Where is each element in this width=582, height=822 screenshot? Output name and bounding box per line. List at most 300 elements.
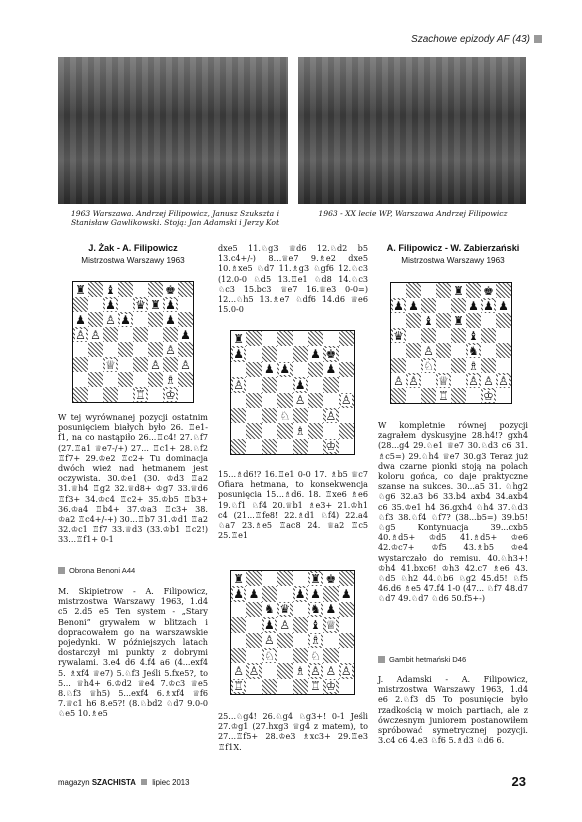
board-square (118, 312, 133, 327)
board-square (88, 342, 103, 357)
board-square (231, 331, 246, 346)
white-pawn-icon: ♙ (408, 373, 419, 388)
white-queen-icon: ♕ (325, 617, 337, 632)
board-square (231, 423, 246, 438)
board-square (308, 423, 323, 438)
board-square (293, 602, 308, 617)
board-square (406, 283, 421, 298)
black-rook-icon: ♜ (150, 297, 161, 312)
board-square (246, 439, 261, 454)
board-square (308, 439, 323, 454)
board-square (88, 282, 103, 297)
white-knight-icon: ♘ (279, 408, 291, 423)
board-square (406, 328, 421, 343)
white-king-icon: ♔ (325, 679, 337, 694)
board-square (436, 358, 451, 373)
board-square (421, 283, 436, 298)
board-square (246, 377, 261, 392)
black-king-icon: ♚ (165, 282, 176, 297)
board-square (118, 327, 133, 342)
board-square (308, 362, 323, 377)
board-square (231, 377, 246, 392)
black-pawn-icon: ♟ (264, 362, 275, 377)
board-square (451, 388, 466, 403)
board-square (277, 679, 292, 694)
white-pawn-icon: ♙ (180, 357, 191, 372)
board-square (293, 377, 308, 392)
white-pawn-icon: ♙ (264, 633, 275, 648)
black-rook-icon: ♜ (453, 313, 464, 328)
board-square (178, 312, 193, 327)
board-square (73, 372, 88, 387)
board-square (262, 362, 277, 377)
board-square (231, 648, 246, 663)
white-bishop-icon: ♗ (165, 372, 176, 387)
board-square (231, 393, 246, 408)
board-square (277, 602, 292, 617)
white-bishop-icon: ♗ (468, 358, 479, 373)
board-square (406, 358, 421, 373)
board-square (293, 423, 308, 438)
black-pawn-icon: ♟ (294, 587, 306, 602)
board-square (421, 298, 436, 313)
white-rook-icon: ♖ (310, 679, 321, 694)
board-square (481, 313, 496, 328)
board-square (178, 282, 193, 297)
board-square (308, 602, 323, 617)
chess-diagram-4 (390, 282, 512, 404)
game-event-2: Mistrzostwa Warszawy 1963 (401, 256, 505, 265)
text-col3-a: W kompletnie równej pozycji zagrałem dyskusyjne 28.h4!? gxh4 (28...g4 29.♘e1 ♕e7 30.♘d3 c6 31. ♗c5=) 29.♘h4 ♕e7 30.g3 Teraz już dwa czarne pionki stoją na polach koloru gońca, co daje praktyczne szanse na sukces. 30...a5 31. ♘hg2 ♘g6 32.a3 b6 33.b4 axb4 34.axb4 c6 35.♔e1 h4 36.gxh4 ♘h4 37.♘d3 ♘f3 38.♘f4 ♘f7? (38...b5=) 39.b5! ♘g5 Kontynuacja 39...cxb5 40.♗d5+ ♔d5 41.♗d5+ ♔e6 42.♔c7+ ♔f5 43.♗b5 ♔e4 wystarczało do remisu. 40.♘h3+! ♔h4 41.bxc6! ♔h3 42.c7 ♗e6 43. ♘d5 ♘h2 44.♘b6 ♘g2 45.d5! ♘f5 46.d6 ♗e5 47.f4 1-0 (47... ♘f7 48.d7 ♘d7 49.♘d7 ♘d6 50.f5+-) (378, 420, 528, 604)
board-square (323, 586, 338, 601)
board-square (133, 312, 148, 327)
board-square (118, 297, 133, 312)
black-pawn-icon: ♟ (165, 297, 176, 312)
white-pawn-icon: ♙ (393, 373, 404, 388)
black-rook-icon: ♜ (310, 571, 321, 586)
black-knight-icon: ♞ (468, 343, 479, 358)
board-square (277, 408, 292, 423)
board-square (339, 377, 354, 392)
board-square (163, 342, 178, 357)
board-square (436, 373, 451, 388)
board-square (148, 312, 163, 327)
board-square (451, 298, 466, 313)
board-square (163, 327, 178, 342)
white-knight-icon: ♘ (310, 648, 321, 663)
board-square (481, 373, 496, 388)
board-square (163, 282, 178, 297)
white-queen-icon: ♕ (438, 373, 449, 388)
board-square (323, 346, 338, 361)
board-square (308, 408, 323, 423)
black-rook-icon: ♜ (233, 331, 245, 346)
board-square (323, 663, 338, 678)
board-square (466, 358, 481, 373)
board-square (391, 328, 406, 343)
board-square (148, 297, 163, 312)
white-pawn-icon: ♙ (310, 663, 321, 678)
board-square (323, 633, 338, 648)
black-queen-icon: ♛ (279, 602, 291, 617)
board-square (421, 388, 436, 403)
text-col2-a: dxe5 11.♘g3 ♕d6 12.♘d2 b5 13.c4+/-) 8...♕e7 9.♗e2 dxe5 10.♗xe5 ♘d7 11.♗g3 ♘gf6 12.♘c3 (12.0-0 ♘d5 13.♖e1 ♘d8 14.♘c3 ♘c3 15.bc3 ♕e7 16.♕e3 0-0=) 12...♘h5 13.♗e7 ♘df6 14.d6 ♕e6 15.0-0 (218, 243, 368, 315)
board-square (323, 648, 338, 663)
board-square (178, 297, 193, 312)
board-square (436, 388, 451, 403)
board-square (178, 387, 193, 402)
board-square (262, 633, 277, 648)
board-square (339, 586, 354, 601)
board-square (391, 388, 406, 403)
board-square (103, 357, 118, 372)
black-pawn-icon: ♟ (498, 298, 509, 313)
board-square (88, 387, 103, 402)
board-square (436, 328, 451, 343)
board-square (118, 387, 133, 402)
black-pawn-icon: ♟ (483, 298, 494, 313)
board-square (73, 387, 88, 402)
black-pawn-icon: ♟ (75, 312, 86, 327)
white-pawn-icon: ♙ (294, 393, 306, 408)
board-square (391, 373, 406, 388)
photo-right-caption: 1963 - XX lecie WP, Warszawa Andrzej Filipowicz (318, 209, 508, 218)
board-square (231, 663, 246, 678)
board-square (103, 312, 118, 327)
board-square (421, 328, 436, 343)
board-square (293, 571, 308, 586)
board-square (496, 313, 511, 328)
board-square (339, 571, 354, 586)
board-square (73, 327, 88, 342)
board-square (339, 648, 354, 663)
board-square (133, 342, 148, 357)
board-square (277, 393, 292, 408)
board-square (148, 357, 163, 372)
board-square (277, 346, 292, 361)
board-square (163, 372, 178, 387)
board-square (133, 327, 148, 342)
board-square (308, 393, 323, 408)
board-square (339, 408, 354, 423)
board-square (451, 313, 466, 328)
board-square (496, 358, 511, 373)
board-square (293, 617, 308, 632)
board-square (118, 282, 133, 297)
board-square (133, 357, 148, 372)
black-knight-icon: ♞ (310, 602, 321, 617)
black-pawn-icon: ♟ (105, 297, 116, 312)
board-square (262, 663, 277, 678)
board-square (496, 373, 511, 388)
board-square (88, 372, 103, 387)
black-pawn-icon: ♟ (325, 362, 337, 377)
board-square (481, 343, 496, 358)
board-square (246, 586, 261, 601)
board-square (103, 372, 118, 387)
board-square (103, 282, 118, 297)
board-square (262, 648, 277, 663)
black-pawn-icon: ♟ (264, 617, 275, 632)
black-pawn-icon: ♟ (393, 298, 404, 313)
board-square (391, 343, 406, 358)
board-square (436, 283, 451, 298)
board-square (406, 373, 421, 388)
white-king-icon: ♔ (165, 387, 176, 402)
footer-magazine: magazyn SZACHISTA lipiec 2013 (58, 778, 190, 787)
game-title-2: A. Filipowicz - W. Zabierzański (386, 243, 520, 253)
board-square (246, 571, 261, 586)
board-square (323, 602, 338, 617)
black-pawn-icon: ♟ (165, 312, 176, 327)
black-pawn-icon: ♟ (408, 298, 419, 313)
board-square (406, 298, 421, 313)
board-square (262, 393, 277, 408)
photo-left (58, 57, 288, 204)
board-square (231, 633, 246, 648)
board-square (339, 331, 354, 346)
board-square (178, 357, 193, 372)
board-square (421, 313, 436, 328)
board-square (262, 617, 277, 632)
board-square (262, 586, 277, 601)
board-square (308, 331, 323, 346)
board-square (178, 342, 193, 357)
black-pawn-icon: ♟ (180, 327, 191, 342)
board-square (406, 313, 421, 328)
board-square (308, 617, 323, 632)
board-square (231, 346, 246, 361)
black-pawn-icon: ♟ (248, 587, 260, 602)
board-square (481, 388, 496, 403)
board-square (178, 327, 193, 342)
board-square (496, 298, 511, 313)
photo-right (298, 57, 526, 204)
black-rook-icon: ♜ (453, 283, 464, 298)
board-square (308, 377, 323, 392)
board-square (339, 439, 354, 454)
white-pawn-icon: ♙ (165, 342, 176, 357)
white-pawn-icon: ♙ (233, 377, 245, 392)
board-square (496, 283, 511, 298)
board-square (88, 312, 103, 327)
board-square (293, 679, 308, 694)
board-square (308, 586, 323, 601)
black-pawn-icon: ♟ (340, 587, 352, 602)
board-square (262, 423, 277, 438)
board-square (451, 358, 466, 373)
board-square (323, 377, 338, 392)
board-square (481, 283, 496, 298)
header-square-icon (534, 35, 542, 43)
board-square (262, 408, 277, 423)
black-king-icon: ♚ (325, 571, 337, 586)
board-square (293, 408, 308, 423)
board-square (73, 297, 88, 312)
board-square (293, 633, 308, 648)
page-number: 23 (511, 774, 526, 789)
board-square (451, 328, 466, 343)
white-rook-icon: ♖ (438, 388, 449, 403)
board-square (103, 342, 118, 357)
board-square (262, 439, 277, 454)
white-pawn-icon: ♙ (483, 373, 494, 388)
board-square (436, 298, 451, 313)
white-knight-icon: ♘ (423, 358, 434, 373)
white-rook-icon: ♖ (135, 387, 146, 402)
black-rook-icon: ♜ (233, 571, 245, 586)
board-square (246, 663, 261, 678)
board-square (277, 571, 292, 586)
board-square (277, 331, 292, 346)
black-pawn-icon: ♟ (310, 347, 321, 362)
board-square (323, 679, 338, 694)
board-square (481, 328, 496, 343)
black-rook-icon: ♜ (75, 282, 86, 297)
board-square (277, 586, 292, 601)
board-square (148, 342, 163, 357)
board-square (88, 357, 103, 372)
white-bishop-icon: ♗ (294, 663, 306, 678)
white-pawn-icon: ♙ (325, 663, 337, 678)
board-square (73, 357, 88, 372)
board-square (118, 342, 133, 357)
board-square (339, 602, 354, 617)
board-square (436, 343, 451, 358)
board-square (231, 571, 246, 586)
black-bishop-icon: ♝ (105, 282, 116, 297)
black-pawn-icon: ♟ (468, 298, 479, 313)
board-square (262, 346, 277, 361)
black-bishop-icon: ♝ (310, 617, 321, 632)
board-square (339, 633, 354, 648)
board-square (339, 679, 354, 694)
board-square (293, 331, 308, 346)
board-square (339, 362, 354, 377)
board-square (246, 408, 261, 423)
black-king-icon: ♚ (325, 347, 337, 362)
board-square (148, 372, 163, 387)
black-bishop-icon: ♝ (423, 313, 434, 328)
white-pawn-icon: ♙ (248, 663, 260, 678)
board-square (451, 343, 466, 358)
board-square (466, 388, 481, 403)
black-pawn-icon: ♟ (310, 587, 321, 602)
board-square (466, 313, 481, 328)
board-square (231, 586, 246, 601)
white-pawn-icon: ♙ (340, 663, 352, 678)
running-header: Szachowe epizody AF (43) (411, 34, 542, 45)
board-square (391, 313, 406, 328)
board-square (277, 362, 292, 377)
board-square (231, 362, 246, 377)
board-square (466, 283, 481, 298)
black-bishop-icon: ♝ (468, 328, 479, 343)
white-rook-icon: ♖ (233, 679, 245, 694)
black-pawn-icon: ♟ (233, 347, 245, 362)
board-square (118, 372, 133, 387)
board-square (451, 373, 466, 388)
text-col2-c: 25...♘g4! 26.♘g4 ♘g3+! 0-1 Jeśli 27.♔g1 (27.hxg3 ♕g4 z matem), to 27...♖f5+ 28.♔e3 ♗xc3+ 29.♖e3 ♖f1X. (218, 711, 368, 752)
board-square (277, 423, 292, 438)
board-square (293, 362, 308, 377)
white-pawn-icon: ♙ (105, 312, 116, 327)
white-pawn-icon: ♙ (498, 373, 509, 388)
board-square (293, 346, 308, 361)
black-king-icon: ♚ (483, 283, 494, 298)
board-square (391, 283, 406, 298)
board-square (293, 439, 308, 454)
chess-diagram-3 (230, 570, 355, 695)
board-square (163, 312, 178, 327)
board-square (323, 423, 338, 438)
board-square (246, 346, 261, 361)
board-square (103, 387, 118, 402)
board-square (73, 312, 88, 327)
board-square (293, 648, 308, 663)
board-square (323, 408, 338, 423)
white-pawn-icon: ♙ (90, 327, 101, 342)
board-square (262, 331, 277, 346)
black-queen-icon: ♛ (135, 297, 146, 312)
white-bishop-icon: ♗ (294, 423, 306, 438)
board-square (339, 423, 354, 438)
board-square (88, 327, 103, 342)
board-square (277, 663, 292, 678)
white-pawn-icon: ♙ (340, 393, 352, 408)
board-square (323, 617, 338, 632)
board-square (481, 298, 496, 313)
board-square (148, 387, 163, 402)
section-label-2: Gambit hetmański D46 (378, 655, 466, 664)
board-square (73, 342, 88, 357)
board-square (308, 346, 323, 361)
board-square (323, 439, 338, 454)
board-square (163, 387, 178, 402)
section-square-icon (378, 656, 385, 663)
board-square (88, 297, 103, 312)
white-bishop-icon: ♗ (310, 633, 321, 648)
board-square (406, 388, 421, 403)
board-square (406, 343, 421, 358)
board-square (246, 633, 261, 648)
board-square (308, 679, 323, 694)
board-square (496, 343, 511, 358)
white-pawn-icon: ♙ (233, 663, 245, 678)
board-square (466, 298, 481, 313)
board-square (163, 357, 178, 372)
board-square (421, 343, 436, 358)
chess-diagram-2 (230, 330, 355, 455)
board-square (339, 393, 354, 408)
board-square (323, 362, 338, 377)
white-pawn-icon: ♙ (150, 357, 161, 372)
board-square (277, 439, 292, 454)
board-square (466, 373, 481, 388)
black-pawn-icon: ♟ (233, 587, 245, 602)
board-square (481, 358, 496, 373)
board-square (246, 617, 261, 632)
white-knight-icon: ♘ (264, 648, 275, 663)
chess-diagram-1 (72, 281, 194, 403)
board-square (323, 571, 338, 586)
text-col1-b: M. Skipietrow - A. Filipowicz, mistrzostwa Warszawy 1963, 1.d4 c5 2.d5 e5 Ten system - „Stary Benoni” grywałem w blitzach i dopracowałem go na warszawskie pojedynki. W późniejszych latach dostarczył mi punkty z dobrymi rywalami. 3.e4 d6 4.f4 a6 (4...exf4 5. ♗xf4 ♕e7) 5.♘f3 Jeśli 5.fxe5?, to 5... ♕h4+ 6.♔d2 ♕e4 7.♔c3 ♕e5 8.♘f3 ♕h5) 5...exf4 6.♗xf4 ♕f6 7.♕c1 h6 8.e5?! (8.♘bd2 ♘d7 9.0-0 ♘e5 10.♗e5 (58, 586, 208, 719)
board-square (231, 602, 246, 617)
board-square (178, 372, 193, 387)
black-pawn-icon: ♟ (120, 312, 131, 327)
board-square (451, 283, 466, 298)
board-square (277, 633, 292, 648)
